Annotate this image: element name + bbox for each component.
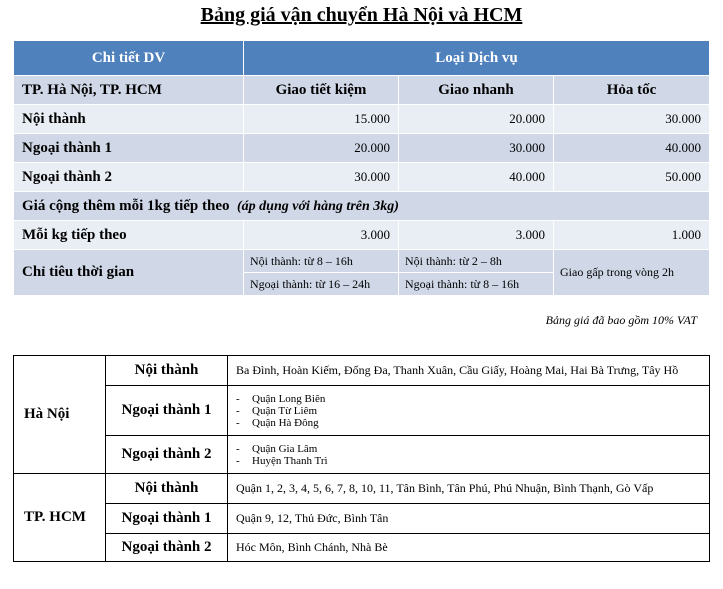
extra-fee-label: Giá cộng thêm mỗi 1kg tiếp theo: [22, 197, 230, 214]
time-cell: Nội thành: từ 2 – 8h: [399, 250, 554, 273]
area-table: [13, 355, 710, 562]
col-express: Hỏa tốc: [554, 76, 710, 105]
time-cell: Nội thành: từ 8 – 16h: [244, 250, 399, 273]
list-item: - Quận Từ Liêm: [236, 404, 318, 417]
price-cell: 3.000: [244, 221, 399, 250]
zone-label: Ngoại thành 1: [106, 386, 228, 436]
zone-label: Nội thành: [106, 474, 228, 504]
extra-fee-condition: (áp dụng với hàng trên 3kg): [237, 198, 399, 214]
price-cell: 15.000: [244, 105, 399, 134]
header-service-type: Loại Dịch vụ: [244, 41, 710, 76]
per-kg-row: [14, 221, 710, 250]
extra-fee-note: [14, 192, 710, 221]
list-item: - Quận Gia Lâm: [236, 442, 318, 455]
price-cell: 40.000: [399, 163, 554, 192]
table-row: [14, 105, 710, 134]
page-title: Bảng giá vận chuyển Hà Nội và HCM: [200, 4, 523, 26]
district-list: [228, 386, 710, 436]
zone-label: Ngoại thành 1: [106, 504, 228, 534]
price-cell: 1.000: [554, 221, 710, 250]
table-row: [14, 163, 710, 192]
subheader-cities: TP. Hà Nội, TP. HCM: [14, 76, 244, 105]
price-cell: 30.000: [554, 105, 710, 134]
col-economy: Giao tiết kiệm: [244, 76, 399, 105]
zone-label: Nội thành: [106, 356, 228, 386]
time-row: [14, 250, 710, 273]
zone-label: Ngoại thành 2: [106, 436, 228, 474]
city-hcm: TP. HCM: [14, 474, 106, 562]
price-cell: 3.000: [399, 221, 554, 250]
price-cell: 30.000: [244, 163, 399, 192]
price-table: [13, 40, 710, 296]
price-cell: 20.000: [399, 105, 554, 134]
time-cell: Ngoại thành: từ 8 – 16h: [399, 273, 554, 296]
district-list: Quận 9, 12, Thủ Đức, Bình Tân: [228, 504, 710, 534]
col-fast: Giao nhanh: [399, 76, 554, 105]
row-label: Ngoại thành 2: [14, 163, 244, 192]
time-cell-express: Giao gấp trong vòng 2h: [554, 250, 710, 296]
row-label: Nội thành: [14, 105, 244, 134]
table-row: [14, 504, 710, 534]
vat-note: Bảng giá đã bao gồm 10% VAT: [545, 313, 697, 327]
price-table-header: [14, 41, 710, 76]
list-item: - Quận Long Biên: [236, 392, 326, 405]
table-row: [14, 386, 710, 436]
price-table-subheader: [14, 76, 710, 105]
price-cell: 50.000: [554, 163, 710, 192]
district-list: [228, 436, 710, 474]
city-hanoi: Hà Nội: [14, 356, 106, 474]
row-label: Chỉ tiêu thời gian: [14, 250, 244, 296]
list-item: - Huyện Thanh Trì: [236, 454, 328, 467]
time-cell: Ngoại thành: từ 16 – 24h: [244, 273, 399, 296]
extra-fee-row: [14, 192, 710, 221]
row-label: Ngoại thành 1: [14, 134, 244, 163]
zone-label: Ngoại thành 2: [106, 534, 228, 562]
table-row: [14, 436, 710, 474]
price-cell: 30.000: [399, 134, 554, 163]
price-cell: 40.000: [554, 134, 710, 163]
row-label: Mỗi kg tiếp theo: [14, 221, 244, 250]
table-row: [14, 356, 710, 386]
district-list: Quận 1, 2, 3, 4, 5, 6, 7, 8, 10, 11, Tân Bình, Tân Phú, Phú Nhuận, Bình Thạnh, Gò Vấp: [228, 474, 710, 504]
district-list: Hóc Môn, Bình Chánh, Nhà Bè: [228, 534, 710, 562]
table-row: [14, 534, 710, 562]
header-service-detail: Chi tiết DV: [14, 41, 244, 76]
table-row: [14, 134, 710, 163]
list-item: - Quận Hà Đông: [236, 416, 319, 429]
price-cell: 20.000: [244, 134, 399, 163]
district-list: Ba Đình, Hoàn Kiếm, Đống Đa, Thanh Xuân, Cầu Giấy, Hoàng Mai, Hai Bà Trưng, Tây Hồ: [228, 356, 710, 386]
table-row: [14, 474, 710, 504]
